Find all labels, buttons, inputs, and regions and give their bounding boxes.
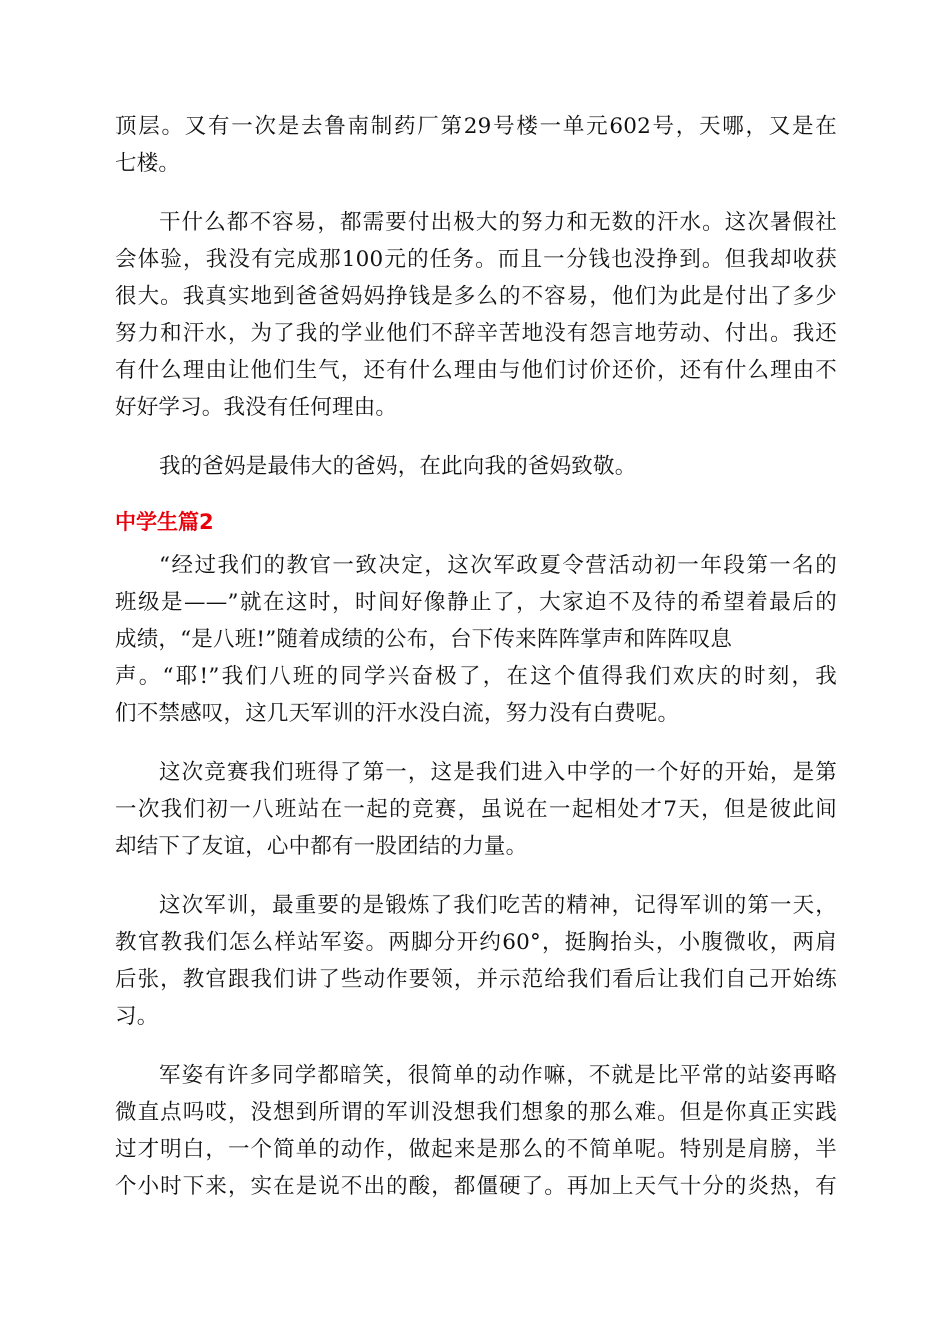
text-line: 我的爸妈是最伟大的爸妈，在此向我的爸妈致敬。 <box>159 454 637 479</box>
text-line: 们不禁感叹，这几天军训的汗水没白流，努力没有白费呢。 <box>115 701 680 726</box>
paragraph <box>115 448 837 485</box>
text-line: 个小时下来，实在是说不出的酸，都僵硬了。再加上天气十分的炎热，有 <box>115 1174 837 1199</box>
paragraph <box>115 108 837 182</box>
text-line: 却结下了友谊，心中都有一股团结的力量。 <box>115 834 528 859</box>
text-line: 这次军训，最重要的是锻炼了我们吃苦的精神，记得军训的第一天， <box>159 893 837 918</box>
text-line: 军姿有许多同学都暗笑，很简单的动作嘛，不就是比平常的站姿再略 <box>159 1063 837 1088</box>
text-line: 过才明白，一个简单的动作，做起来是那么的不简单呢。特别是肩膀，半 <box>115 1137 837 1162</box>
text-line: 一次我们初一八班站在一起的竞赛，虽说在一起相处才7天，但是彼此间 <box>115 797 837 822</box>
text-line: 干什么都不容易，都需要付出极大的努力和无数的汗水。这次暑假社 <box>159 210 837 235</box>
text-line: 后张，教官跟我们讲了些动作要领，并示范给我们看后让我们自己开始练 <box>115 967 837 992</box>
section-2 <box>115 507 837 1205</box>
paragraph <box>115 754 837 865</box>
text-line: 微直点吗哎，没想到所谓的军训没想我们想象的那么难。但是你真正实践 <box>115 1100 837 1125</box>
text-line: 成绩，“是八班!”随着成绩的公布，台下传来阵阵掌声和阵阵叹息 <box>115 627 733 652</box>
text-line: 会体验，我没有完成那100元的任务。而且一分钱也没挣到。但我却收获 <box>115 247 837 272</box>
paragraph <box>115 887 837 1035</box>
document-page <box>115 108 837 1227</box>
paragraph <box>115 547 837 732</box>
section-heading: 中学生篇2 <box>115 510 214 534</box>
text-line: 有什么理由让他们生气，还有什么理由与他们讨价还价，还有什么理由不 <box>115 358 837 383</box>
text-line: 很大。我真实地到爸爸妈妈挣钱是多么的不容易，他们为此是付出了多少 <box>115 284 837 309</box>
text-line: 顶层。又有一次是去鲁南制药厂第29号楼一单元602号，天哪，又是在 <box>115 114 837 139</box>
text-line: 七楼。 <box>115 151 181 176</box>
text-line: 班级是——”就在这时，时间好像静止了，大家迫不及待的希望着最后的 <box>115 590 837 615</box>
paragraph <box>115 1057 837 1205</box>
text-line: 这次竞赛我们班得了第一，这是我们进入中学的一个好的开始，是第 <box>159 760 837 785</box>
paragraph <box>115 204 837 426</box>
text-line: 习。 <box>115 1004 159 1029</box>
text-line: 声。“耶!”我们八班的同学兴奋极了，在这个值得我们欢庆的时刻，我 <box>115 664 837 689</box>
text-line: 好好学习。我没有任何理由。 <box>115 395 398 420</box>
text-line: 教官教我们怎么样站军姿。两脚分开约60°，挺胸抬头，小腹微收，两肩 <box>115 930 837 955</box>
section-1 <box>115 108 837 485</box>
text-line: 努力和汗水，为了我的学业他们不辞辛苦地没有怨言地劳动、付出。我还 <box>115 321 837 346</box>
text-line: “经过我们的教官一致决定，这次军政夏令营活动初一年段第一名的 <box>159 553 837 578</box>
